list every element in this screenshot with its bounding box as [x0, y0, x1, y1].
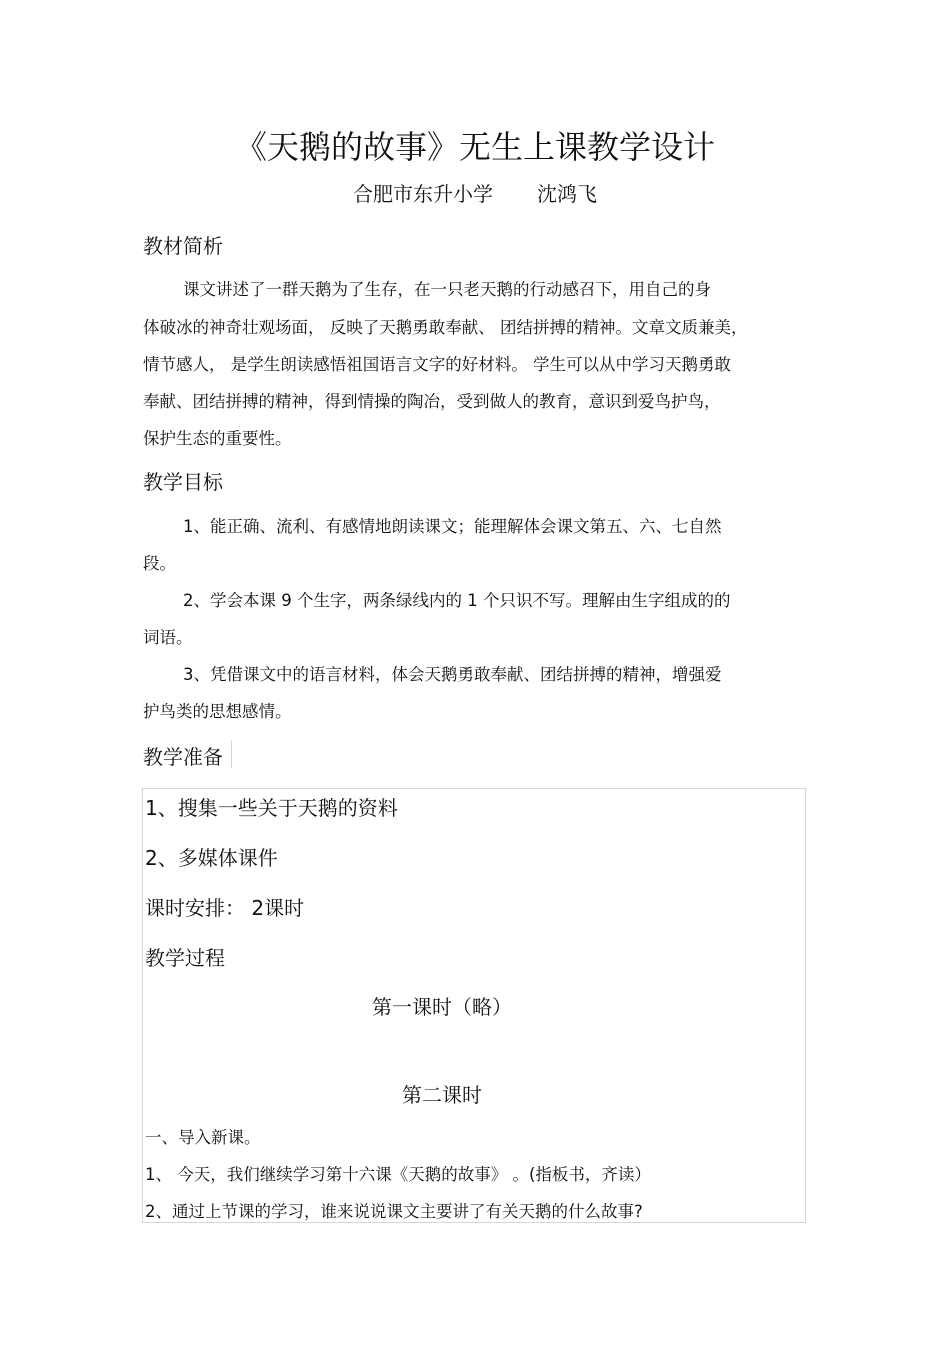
goal-line: 1、能正确、流利、有感情地朗读课文；能理解体会课文第五、六、七自然 — [183, 517, 722, 536]
schedule-line: 课时安排： 2课时 — [145, 896, 305, 920]
analysis-line: 体破冰的神奇壮观场面， 反映了天鹅勇敢奉献、 团结拼搏的精神。文章文质兼美， — [143, 318, 748, 337]
lesson-two-title: 第二课时 — [402, 1083, 482, 1107]
step-heading: 一、导入新课。 — [145, 1128, 261, 1147]
goal-line: 段。 — [143, 554, 176, 573]
analysis-line: 情节感人， 是学生朗读感悟祖国语言文字的好材料。 学生可以从中学习天鹅勇敢 — [143, 355, 731, 374]
goal-line: 护鸟类的思想感情。 — [143, 702, 292, 721]
section-heading-analysis: 教材简析 — [143, 234, 223, 258]
lesson-one-title: 第一课时（略） — [372, 995, 512, 1019]
goal-line: 2、学会本课 9 个生字，两条绿线内的 1 个只识不写。理解由生字组成的的 — [183, 591, 731, 610]
heading-frame-line — [231, 740, 232, 768]
process-line: 2、通过上节课的学习，谁来说说课文主要讲了有关天鹅的什么故事? — [145, 1202, 643, 1221]
section-heading-goals: 教学目标 — [143, 470, 223, 494]
school-name: 合肥市东升小学 — [353, 182, 493, 206]
analysis-line: 保护生态的重要性。 — [143, 429, 292, 448]
section-heading-process: 教学过程 — [145, 946, 225, 970]
section-heading-preparation: 教学准备 — [143, 745, 223, 769]
author-name: 沈鸿飞 — [537, 182, 597, 206]
process-line: 1、 今天，我们继续学习第十六课《天鹅的故事》 。(指板书，齐读） — [145, 1165, 651, 1184]
goal-line: 词语。 — [143, 628, 193, 647]
prep-item: 1、搜集一些关于天鹅的资料 — [145, 796, 398, 820]
analysis-line: 奉献、团结拼搏的精神，得到情操的陶冶，受到做人的教育，意识到爱鸟护鸟， — [143, 392, 721, 411]
document-title: 《天鹅的故事》无生上课教学设计 — [234, 128, 715, 166]
analysis-line: 课文讲述了一群天鹅为了生存，在一只老天鹅的行动感召下，用自己的身 — [183, 280, 711, 299]
document-byline — [0, 178, 950, 207]
goal-line: 3、凭借课文中的语言材料，体会天鹅勇敢奉献、团结拼搏的精神，增强爱 — [183, 665, 722, 684]
prep-item: 2、多媒体课件 — [145, 846, 278, 870]
